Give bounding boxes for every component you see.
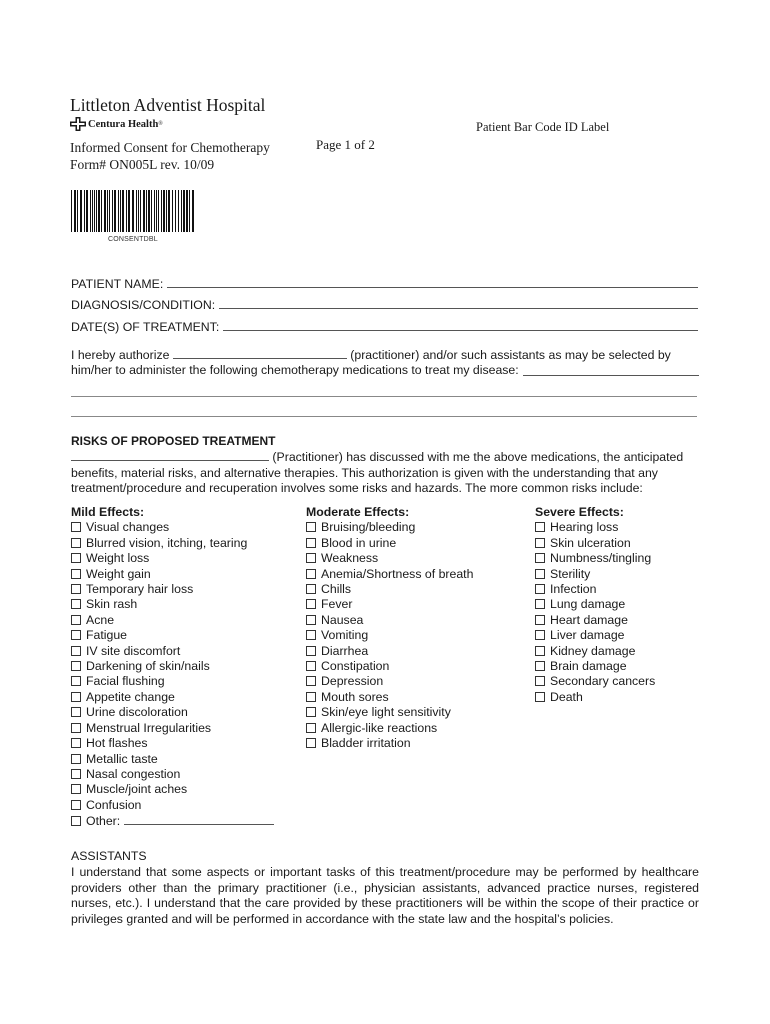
checkbox[interactable] [71,738,81,748]
barcode-bar [132,190,134,232]
patient-barcode-label: Patient Bar Code ID Label [476,120,610,134]
moderate-item-label: Allergic-like reactions [321,720,438,735]
moderate-item[interactable] [306,613,473,628]
barcode-bar [112,190,113,232]
risks-paragraph [71,449,699,497]
patient-name-line[interactable] [167,286,698,288]
barcode-bar [96,190,97,232]
checkbox[interactable] [306,676,316,686]
patient-name-field[interactable] [71,277,698,291]
mild-item[interactable] [71,721,274,736]
checkbox[interactable] [306,661,316,671]
barcode-bar [156,190,157,232]
barcode-bar [104,190,106,232]
moderate-item-label: Anemia/Shortness of breath [321,566,474,581]
moderate-item[interactable] [306,644,473,659]
mild-item[interactable] [71,752,274,767]
mild-item[interactable] [71,628,274,643]
barcode-bar [172,190,173,232]
barcode-bar [101,190,102,232]
other-effect-item[interactable] [71,813,274,829]
assistants-paragraph: I understand that some aspects or important tasks of this treatment/procedure may be performed by healthcare providers other than the primary practitioner (i.e., physician assistants, advanced practice nurses, registered nurses, etc.). I understand that the care provided by these practitioners will be within the scope of their practice or privileges granted and will be performed in accordance with the state law and the hospital’s policies. [71,865,699,926]
barcode-bar [140,190,141,232]
checkbox[interactable] [535,630,545,640]
moderate-item[interactable] [306,597,473,612]
medications-blank[interactable] [523,375,699,376]
checkbox[interactable] [71,599,81,609]
moderate-item[interactable] [306,536,473,551]
mild-item-label: Temporary hair loss [86,582,194,597]
barcode-bar [192,190,194,232]
risks-line-1 [71,449,699,466]
moderate-item[interactable] [306,520,473,535]
checkbox[interactable] [535,676,545,686]
authorize-line-2 [71,363,699,379]
barcode-bar [186,190,188,232]
checkbox[interactable] [306,630,316,640]
mild-item[interactable] [71,736,274,751]
checkbox[interactable] [71,661,81,671]
moderate-effects-heading: Moderate Effects: [306,505,410,519]
mild-effects-column [71,505,274,830]
other-effect-blank[interactable] [124,813,274,825]
checkbox[interactable] [71,584,81,594]
risks-heading: RISKS OF PROPOSED TREATMENT [71,434,276,448]
barcode-bar [92,190,93,232]
barcode-bar [148,190,150,232]
treatment-dates-line[interactable] [223,329,698,331]
mild-item-label: Visual changes [86,520,170,535]
severe-item[interactable] [535,567,655,582]
checkbox[interactable] [71,723,81,733]
mild-item-label: Darkening of skin/nails [86,659,210,674]
barcode-bar [114,190,116,232]
moderate-item-label: Bladder irritation [321,736,411,751]
mild-item-label: Weight loss [86,551,150,566]
mild-item-label: Weight gain [86,566,151,581]
barcode-bar [151,190,152,232]
checkbox[interactable] [535,538,545,548]
moderate-item-label: Blood in urine [321,535,397,550]
barcode-bar [128,190,130,232]
barcode-bar [71,190,72,232]
mild-item-label: IV site discomfort [86,643,181,658]
severe-item-label: Skin ulceration [550,535,631,550]
mild-item[interactable] [71,536,274,551]
checkbox[interactable] [71,615,81,625]
checkbox[interactable] [535,522,545,532]
barcode-bar [98,190,100,232]
mild-item-label: Appetite change [86,689,175,704]
moderate-item[interactable] [306,705,473,720]
severe-item-label: Brain damage [550,659,627,674]
barcode-bar [118,190,119,232]
severe-item-label: Hearing loss [550,520,619,535]
severe-item[interactable] [535,690,655,705]
mild-item-label: Confusion [86,797,142,812]
barcode-caption: CONSENTDBL [108,236,158,243]
moderate-item[interactable] [306,721,473,736]
barcode-bar [80,190,82,232]
barcode-bar [158,190,159,232]
treatment-dates-field[interactable] [71,320,698,334]
severe-effects-column [535,505,655,705]
mild-item[interactable] [71,582,274,597]
hospital-name: Littleton Adventist Hospital [70,95,266,115]
moderate-item[interactable] [306,674,473,689]
treatment-dates-label: DATE(S) OF TREATMENT: [71,320,220,334]
checkbox[interactable] [71,800,81,810]
moderate-effects-column [306,505,473,752]
mild-item-label: Metallic taste [86,751,158,766]
barcode-bar [189,190,190,232]
moderate-item[interactable] [306,567,473,582]
barcode-bar [90,190,91,232]
moderate-item[interactable] [306,690,473,705]
checkbox[interactable] [71,522,81,532]
patient-name-label: PATIENT NAME: [71,277,164,291]
severe-item[interactable] [535,597,655,612]
page-indicator: Page 1 of 2 [316,137,375,152]
mild-item[interactable] [71,767,274,782]
checkbox[interactable] [535,553,545,563]
checkbox[interactable] [306,707,316,717]
moderate-item-label: Weakness [321,551,379,566]
medications-line-2[interactable] [71,416,697,417]
moderate-item-label: Chills [321,582,352,597]
severe-effects-heading: Severe Effects: [535,505,624,519]
moderate-item[interactable] [306,628,473,643]
practitioner-blank[interactable] [173,347,347,359]
mild-item-label: Facial flushing [86,674,165,689]
centura-health-logo [70,117,163,131]
authorize-text-1: I hereby authorize [71,348,170,362]
barcode-bar [183,190,185,232]
moderate-item-label: Vomiting [321,628,369,643]
mild-item[interactable] [71,690,274,705]
mild-effects-heading: Mild Effects: [71,505,145,519]
checkbox[interactable] [71,769,81,779]
mild-item-label: Urine discoloration [86,705,188,720]
checkbox[interactable] [306,615,316,625]
authorize-text-3: him/her to administer the following chemotherapy medications to treat my disease: [71,363,519,377]
diagnosis-field[interactable] [71,298,698,312]
checkbox[interactable] [71,569,81,579]
barcode-bar [94,190,95,232]
barcode-bar [107,190,108,232]
barcode-bar [122,190,124,232]
severe-item[interactable] [535,520,655,535]
cross-icon [70,117,86,131]
barcode-bar [77,190,78,232]
mild-item-label: Fatigue [86,628,128,643]
mild-item[interactable] [71,798,274,813]
severe-item-label: Numbness/tingling [550,551,652,566]
moderate-item[interactable] [306,582,473,597]
diagnosis-label: DIAGNOSIS/CONDITION: [71,298,216,312]
checkbox[interactable] [306,723,316,733]
barcode-bar [86,190,88,232]
checkbox[interactable] [71,692,81,702]
checkbox[interactable] [306,522,316,532]
form-number: Form# ON005L rev. 10/09 [70,157,215,172]
checkbox[interactable] [306,538,316,548]
moderate-item-label: Fever [321,597,353,612]
mild-item[interactable] [71,613,274,628]
moderate-item-label: Constipation [321,659,390,674]
severe-item[interactable] [535,659,655,674]
other-effect-label: Other: [86,814,121,829]
mild-item[interactable] [71,597,274,612]
checkbox[interactable] [71,707,81,717]
mild-item[interactable] [71,567,274,582]
mild-item[interactable] [71,551,274,566]
severe-item[interactable] [535,613,655,628]
mild-item-label: Blurred vision, itching, tearing [86,535,248,550]
barcode-bar [178,190,179,232]
logo-text: Centura Health [88,118,159,130]
checkbox[interactable] [71,646,81,656]
checkbox[interactable] [535,584,545,594]
severe-item-label: Heart damage [550,612,628,627]
mild-item[interactable] [71,705,274,720]
moderate-item-label: Diarrhea [321,643,369,658]
checkbox[interactable] [535,692,545,702]
checkbox[interactable] [71,816,81,826]
severe-item-label: Infection [550,582,597,597]
risks-text-2: benefits, material risks, and alternative therapies. This authorization is given with the understanding that any [71,465,658,480]
barcode-bar [126,190,127,232]
barcode-bar [120,190,121,232]
severe-item-label: Kidney damage [550,643,636,658]
risks-text-1: (Practitioner) has discussed with me the above medications, the anticipated [272,450,684,464]
moderate-item[interactable] [306,736,473,751]
checkbox[interactable] [306,692,316,702]
mild-item[interactable] [71,659,274,674]
severe-item-label: Sterility [550,566,591,581]
mild-item[interactable] [71,674,274,689]
checkbox[interactable] [535,661,545,671]
checkbox[interactable] [306,584,316,594]
mild-item[interactable] [71,782,274,797]
barcode-bar [161,190,162,232]
moderate-item[interactable] [306,659,473,674]
moderate-item-label: Bruising/bleeding [321,520,416,535]
barcode-bar [163,190,165,232]
mild-item-label: Menstrual Irregularities [86,720,212,735]
barcode-bar [154,190,155,232]
severe-item[interactable] [535,628,655,643]
checkbox[interactable] [306,599,316,609]
barcode-bar [84,190,85,232]
checkbox[interactable] [71,630,81,640]
risks-practitioner-blank[interactable] [71,449,269,461]
checkbox[interactable] [306,553,316,563]
barcode-bar [146,190,147,232]
checkbox[interactable] [535,599,545,609]
mild-item[interactable] [71,644,274,659]
barcode-bar [109,190,110,232]
barcode-bar [181,190,182,232]
moderate-item-label: Skin/eye light sensitivity [321,705,451,720]
barcode-bar [136,190,137,232]
barcode-bar [166,190,167,232]
mild-item-label: Acne [86,612,115,627]
severe-item-label: Liver damage [550,628,625,643]
checkbox[interactable] [71,784,81,794]
moderate-item[interactable] [306,551,473,566]
severe-item[interactable] [535,536,655,551]
moderate-item-label: Mouth sores [321,689,389,704]
authorize-line-1 [71,347,699,364]
severe-item-label: Death [550,689,583,704]
mild-item-label: Nasal congestion [86,766,181,781]
checkbox[interactable] [535,646,545,656]
diagnosis-line[interactable] [219,307,698,309]
severe-item[interactable] [535,551,655,566]
checkbox[interactable] [535,615,545,625]
authorize-text-2: (practitioner) and/or such assistants as may be selected by [350,348,671,362]
mild-item-label: Hot flashes [86,736,148,751]
risks-text-3: treatment/procedure and recuperation involves some risks and hazards. The more common risks include: [71,481,643,495]
checkbox[interactable] [71,553,81,563]
logo-mark: ® [158,121,163,127]
severe-item[interactable] [535,582,655,597]
checkbox[interactable] [306,738,316,748]
checkbox[interactable] [71,676,81,686]
mild-item[interactable] [71,520,274,535]
severe-item[interactable] [535,674,655,689]
checkbox[interactable] [71,538,81,548]
mild-item-label: Skin rash [86,597,138,612]
medications-line-1[interactable] [71,396,697,397]
mild-item-label: Muscle/joint aches [86,782,188,797]
moderate-item-label: Nausea [321,612,364,627]
form-title-block [70,139,270,173]
assistants-heading: ASSISTANTS [71,849,147,863]
severe-item[interactable] [535,644,655,659]
barcode [71,190,197,232]
checkbox[interactable] [71,754,81,764]
severe-item-label: Lung damage [550,597,626,612]
barcode-bar [74,190,76,232]
barcode-bar [175,190,176,232]
moderate-item-label: Depression [321,674,384,689]
severe-item-label: Secondary cancers [550,674,656,689]
barcode-bar [143,190,145,232]
form-title: Informed Consent for Chemotherapy [70,140,270,155]
checkbox[interactable] [306,569,316,579]
checkbox[interactable] [535,569,545,579]
checkbox[interactable] [306,646,316,656]
barcode-bar [168,190,170,232]
barcode-bar [138,190,139,232]
